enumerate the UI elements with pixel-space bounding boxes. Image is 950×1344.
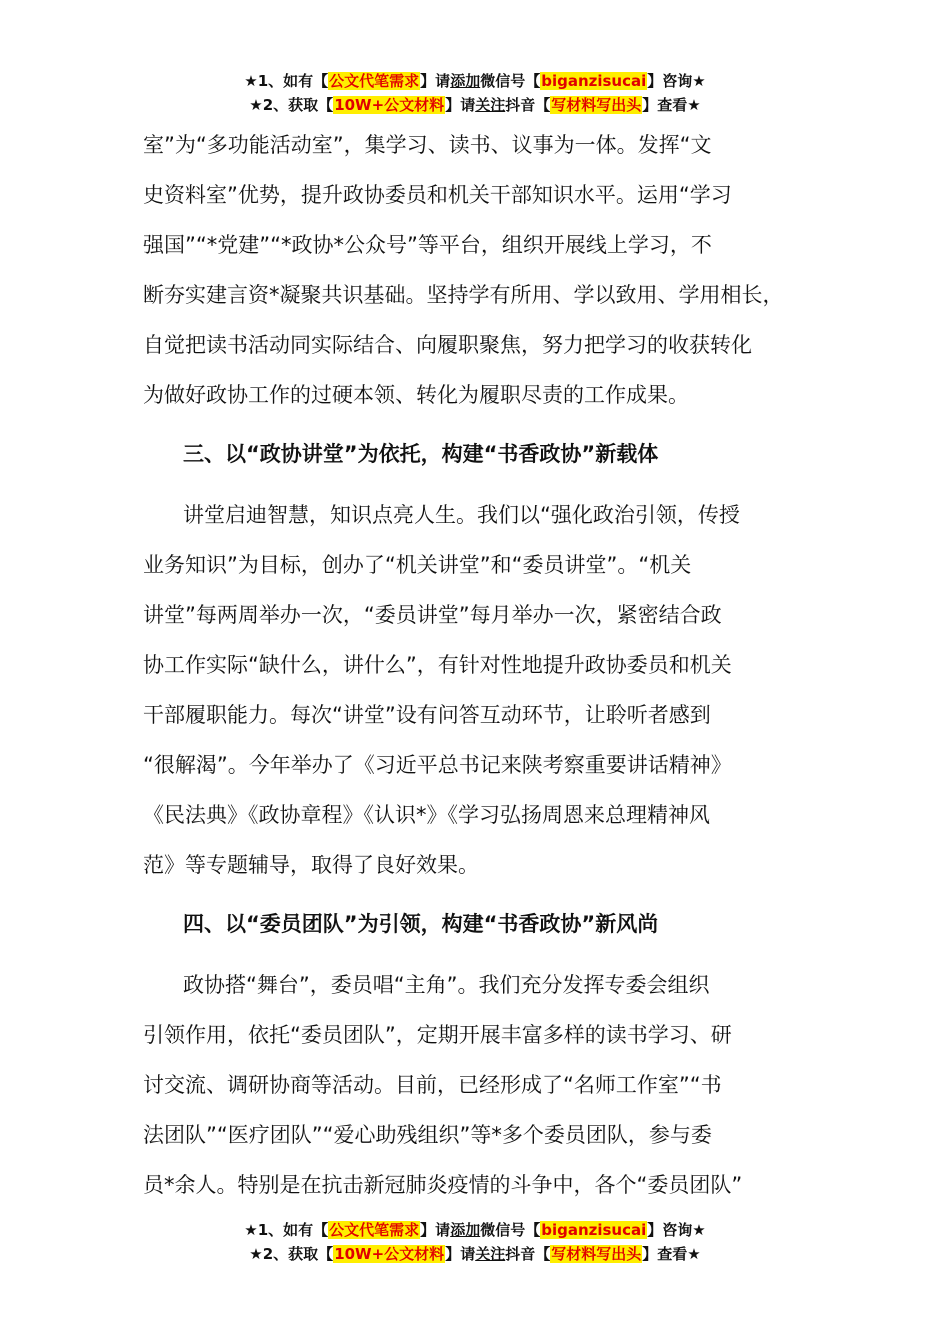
promo-highlight: biganzisucai [541, 1221, 647, 1239]
text-line: 强国”“*党建”“*政协*公众号”等平台，组织开展线上学习，不 [143, 233, 712, 257]
promo-text: 】查看★ [642, 1245, 701, 1263]
text-line: 协工作实际“缺什么，讲什么”，有针对性地提升政协委员和机关 [143, 653, 732, 677]
text-line: 引领作用，依托“委员团队”，定期开展丰富多样的读书学习、研 [143, 1023, 732, 1047]
text-line: 自觉把读书活动同实际结合、向履职聚焦，努力把学习的收获转化 [143, 333, 752, 357]
promo-underline: 关注 [475, 96, 506, 114]
promo-line-2 [0, 1242, 950, 1266]
promo-text: 抖音【 [505, 1245, 551, 1263]
promo-text: 】请 [420, 72, 451, 90]
promo-text: 微信号【 [480, 72, 541, 90]
promo-text: ★1、如有【 [244, 1221, 329, 1239]
text-line: 干部履职能力。每次“讲堂”设有问答互动环节，让聆听者感到 [143, 703, 711, 727]
text-line: 讨交流、调研协商等活动。目前，已经形成了“名师工作室”“书 [143, 1073, 722, 1097]
text-line: 室”为“多功能活动室”，集学习、读书、议事为一体。发挥“文 [143, 133, 712, 157]
promo-text: 抖音【 [505, 96, 551, 114]
promo-underline: 添加 [450, 1221, 481, 1239]
text-line: 范》等专题辅导，取得了良好效果。 [143, 853, 479, 877]
section-heading-4: 四、以“委员团队”为引领，构建“书香政协”新风尚 [183, 912, 659, 936]
promo-highlight: 公文代笔需求 [329, 1221, 420, 1239]
text-line: 业务知识”为目标，创办了“机关讲堂”和“委员讲堂”。“机关 [143, 553, 692, 577]
text-line: 讲堂启迪智慧，知识点亮人生。我们以“强化政治引领，传授 [183, 503, 740, 527]
promo-text: ★2、获取【 [249, 96, 334, 114]
promo-text: ★1、如有【 [244, 72, 329, 90]
text-line: 法团队”“医疗团队”“爱心助残组织”等*多个委员团队，参与委 [143, 1123, 712, 1147]
paragraph-continued [143, 120, 833, 420]
promo-text: 】咨询★ [647, 1221, 706, 1239]
text-line: 《民法典》《政协章程》《认识*》《学习弘扬周恩来总理精神风 [143, 803, 710, 827]
promo-text: 】请 [445, 96, 476, 114]
text-line: 讲堂”每两周举办一次，“委员讲堂”每月举办一次，紧密结合政 [143, 603, 722, 627]
promo-underline: 关注 [475, 1245, 506, 1263]
promo-text: 】咨询★ [647, 72, 706, 90]
header-promo-banner [0, 69, 950, 117]
text-line: 政协搭“舞台”，委员唱“主角”。我们充分发挥专委会组织 [183, 973, 710, 997]
promo-text: 】请 [420, 1221, 451, 1239]
promo-highlight: 10W+公文材料 [334, 96, 445, 114]
promo-text: 】查看★ [642, 96, 701, 114]
paragraph-4 [143, 960, 833, 1210]
promo-highlight: 写材料写出头 [551, 96, 642, 114]
text-line: 员*余人。特别是在抗击新冠肺炎疫情的斗争中，各个“委员团队” [143, 1173, 743, 1197]
promo-text: ★2、获取【 [249, 1245, 334, 1263]
promo-text: 微信号【 [480, 1221, 541, 1239]
text-line: “很解渴”。今年举办了《习近平总书记来陕考察重要讲话精神》 [143, 753, 732, 777]
promo-highlight: biganzisucai [541, 72, 647, 90]
promo-underline: 添加 [450, 72, 481, 90]
text-line: 断夯实建言资*凝聚共识基础。坚持学有所用、学以致用、学用相长， [143, 283, 784, 307]
promo-text: 】请 [445, 1245, 476, 1263]
section-heading-3: 三、以“政协讲堂”为依托，构建“书香政协”新载体 [183, 442, 659, 466]
document-body [143, 120, 833, 1210]
promo-highlight: 写材料写出头 [551, 1245, 642, 1263]
promo-line-1 [0, 1218, 950, 1242]
paragraph-3 [143, 490, 833, 890]
promo-line-2 [0, 93, 950, 117]
text-line: 史资料室”优势，提升政协委员和机关干部知识水平。运用“学习 [143, 183, 732, 207]
promo-highlight: 公文代笔需求 [329, 72, 420, 90]
promo-line-1 [0, 69, 950, 93]
promo-highlight: 10W+公文材料 [334, 1245, 445, 1263]
text-line: 为做好政协工作的过硬本领、转化为履职尽责的工作成果。 [143, 383, 689, 407]
footer-promo-banner [0, 1218, 950, 1266]
